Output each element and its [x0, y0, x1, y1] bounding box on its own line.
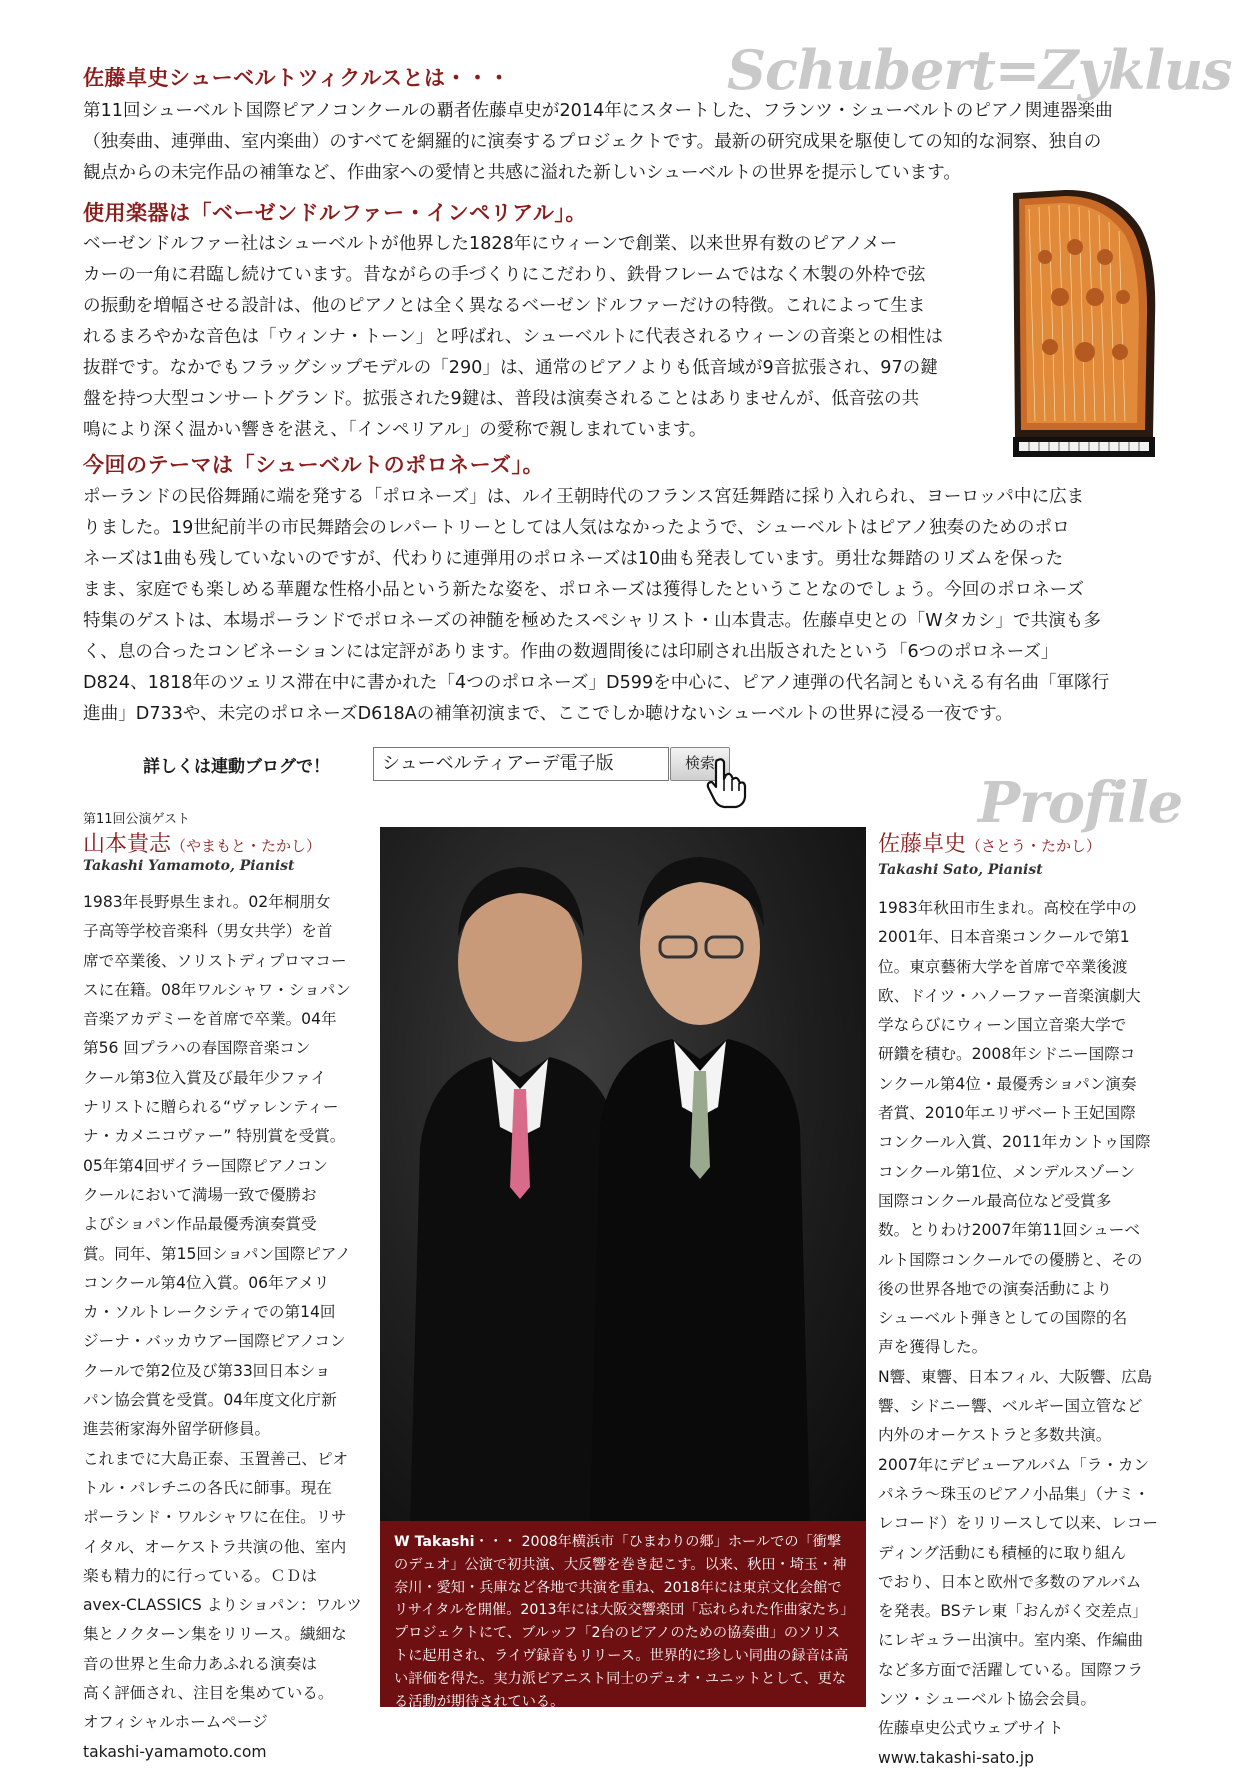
sato-website-link[interactable]: www.takashi-sato.jp: [878, 1748, 1034, 1767]
bio-line: トル・パレチニの各氏に師事。現在: [83, 1478, 332, 1497]
bio-line: 2007年にデビューアルバム「ラ・カン: [878, 1455, 1150, 1474]
section3-body: [83, 482, 1173, 730]
bio-line: ナ・カメニコヴァー” 特別賞を受賞。: [83, 1127, 346, 1146]
bio-line: 進芸術家海外留学研修員。: [83, 1420, 271, 1439]
sato-name: 佐藤卓史: [878, 832, 967, 857]
bio-line: avex-CLASSICS よりショパン：ワルツ: [83, 1596, 362, 1615]
bio-line: イタル、オーケストラ共演の他、室内: [83, 1537, 347, 1556]
bio-line: オフィシャルホームページ: [83, 1713, 268, 1732]
bio-line: にレギュラー出演中。室内楽、作編曲: [878, 1631, 1144, 1650]
section2-body: [83, 229, 1003, 446]
bio-line: など多方面で活躍している。国際フラ: [878, 1660, 1144, 1679]
bio-line: 席で卒業後、ソリストディプロマコー: [83, 951, 347, 970]
text-line: 抜群です。なかでもフラッグシップモデルの「290」は、通常のピアノよりも低音域が9音拡張され、97の鍵: [83, 358, 938, 378]
bio-line: 者賞、2010年エリザベート王妃国際: [878, 1104, 1136, 1123]
search-button[interactable]: 検索: [670, 747, 730, 781]
bio-line: N響、東響、日本フィル、大阪響、広島: [878, 1367, 1153, 1386]
bio-line: 音の世界と生命力あふれる演奏は: [83, 1654, 317, 1673]
guest-reading: （やまもと・たかし）: [171, 837, 322, 855]
blog-label: 詳しくは連動ブログで！: [143, 757, 330, 777]
bio-line: ポーランド・ワルシャワに在住。リサ: [83, 1508, 347, 1527]
bio-line: スに在籍。08年ワルシャワ・ショパン: [83, 980, 351, 999]
piano-photo: [1005, 187, 1162, 465]
bio-line: 集とノクターン集をリリース。繊細な: [83, 1625, 347, 1644]
photo-caption: [380, 1521, 866, 1710]
bio-line: でおり、日本と欧州で多数のアルバム: [878, 1572, 1142, 1591]
bio-line: 第56 回プラハの春国際音楽コン: [83, 1039, 311, 1058]
sato-subtitle: Takashi Sato, Pianist: [878, 862, 1043, 878]
caption-text: ・・・ 2008年横浜市「ひまわりの郷」ホールでの「衝撃のデュオ」公演で初共演、大反響を巻き起こす。以来、秋田・埼玉・神奈川・愛知・兵庫など各地で共演を重ね、2018年には東京文化会館でリサイタルを開催。2013年には大阪交響楽団「忘れられた作曲家たち」プロジェクトにて、ブルッフ「2台のピアノのための協奏曲」のソリストに起用され、ライヴ録音もリリース。世界的に珍しい同曲の録音は高い評価を得た。実力派ピアニスト同士のデュオ・ユニットとして、更なる活動が期待されている。: [394, 1534, 849, 1710]
bio-line: 内外のオーケストラと多数共演。: [878, 1426, 1112, 1445]
blog-search-input[interactable]: シューベルティアーデ電子版: [373, 747, 669, 781]
bio-line: コンクール第1位、メンデルスゾーン: [878, 1162, 1136, 1181]
duo-photo: [380, 827, 866, 1527]
bio-line: 響、シドニー響、ベルギー国立管など: [878, 1397, 1143, 1416]
bio-line: これまでに大島正泰、玉置善己、ピオ: [83, 1449, 349, 1468]
bio-line: 研鑽を積む。2008年シドニー国際コ: [878, 1045, 1136, 1064]
bio-line: ンクール第4位・最優秀ショパン演奏: [878, 1074, 1137, 1093]
bio-line: 後の世界各地での演奏活動により: [878, 1279, 1112, 1298]
bio-line: 1983年秋田市生まれ。高校在学中の: [878, 899, 1137, 917]
bio-line: ジーナ・バッカウアー国際ピアノコン: [83, 1332, 346, 1351]
bio-line: クールにおいて満場一致で優勝お: [83, 1185, 317, 1204]
bio-line: コンクール入賞、2011年カントゥ国際: [878, 1133, 1151, 1152]
schubert-zyklus-watermark: Schubert=Zyklus: [727, 38, 1232, 102]
text-line: の振動を増幅させる設計は、他のピアノとは全く異なるベーゼンドルファーだけの特徴。これによって生ま: [83, 296, 926, 316]
text-line: 第11回シューベルト国際ピアノコンクールの覇者佐藤卓史が2014年にスタートした、フランツ・シューベルトのピアノ関連器楽曲: [83, 101, 1113, 121]
bio-line: 音楽アカデミーを首席で卒業。04年: [83, 1010, 337, 1029]
duo-photo-illustration: [380, 827, 866, 1527]
caption-lead: W Takashi: [394, 1534, 475, 1550]
bio-line: 05年第4回ザイラー国際ピアノコン: [83, 1156, 328, 1175]
bio-line: カ・ソルトレークシティでの第14回: [83, 1303, 336, 1322]
section2-title: 使用楽器は「ベーゼンドルファー・インペリアル」。: [83, 201, 587, 225]
bio-line: ルト国際コンクールでの優勝と、その: [878, 1250, 1143, 1269]
bio-line: 学ならびにウィーン国立音楽大学で: [878, 1016, 1127, 1035]
bio-line: ディング活動にも積極的に取り組ん: [878, 1543, 1126, 1562]
bio-line: 賞。同年、第15回ショパン国際ピアノ: [83, 1244, 351, 1263]
text-line: D824、1818年のツェリス滞在中に書かれた「4つのポロネーズ」D599を中心に、ピアノ連弾の代名詞ともいえる有名曲「軍隊行: [83, 673, 1110, 693]
bio-line: 楽も精力的に行っている。ＣＤは: [83, 1566, 317, 1585]
text-line: 観点からの未完作品の補筆など、作曲家への愛情と共感に溢れた新しいシューベルトの世界を提示しています。: [83, 163, 961, 183]
guest-bio: [83, 888, 378, 1767]
guest-name-heading: [83, 827, 321, 858]
bio-line: 欧、ドイツ・ハノーファー音楽演劇大: [878, 986, 1141, 1005]
bio-line: 1983年長野県生まれ。02年桐朋女: [83, 893, 331, 911]
bio-line: 高く評価され、注目を集めている。: [83, 1684, 334, 1703]
text-line: ポーランドの民俗舞踊に端を発する「ポロネーズ」は、ルイ王朝時代のフランス宮廷舞踏に採り入れられ、ヨーロッパ中に広ま: [83, 487, 1085, 507]
text-line: 盤を持つ大型コンサートグランド。拡張された9鍵は、普段は演奏されることはありませんが、低音弦の共: [83, 389, 920, 409]
guest-website-link[interactable]: takashi-yamamoto.com: [83, 1742, 267, 1761]
section1-title: 佐藤卓史シューベルトツィクルスとは・・・: [83, 66, 511, 90]
bio-line: パネラ〜珠玉のピアノ小品集」（ナミ・: [878, 1484, 1150, 1503]
bio-line: 声を獲得した。: [878, 1338, 988, 1357]
guest-tag: 第11回公演ゲスト: [83, 812, 191, 827]
bio-line: コンクール第4位入賞。06年アメリ: [83, 1273, 330, 1292]
bio-line: 国際コンクール最高位など受賞多: [878, 1191, 1112, 1210]
text-line: ベーゼンドルファー社はシューベルトが他界した1828年にウィーンで創業、以来世界有数のピアノメー: [83, 234, 898, 254]
bio-line: クールで第2位及び第33回日本ショ: [83, 1361, 331, 1380]
hand-cursor-icon: [704, 757, 750, 809]
text-line: ネーズは1曲も残していないのですが、代わりに連弾用のポロネーズは10曲も発表しています。勇壮な舞踏のリズムを保った: [83, 549, 1064, 569]
text-line: りました。19世紀前半の市民舞踏会のレパートリーとしては人気はなかったようで、シューベルトはピアノ独奏のためのポロ: [83, 518, 1070, 538]
bio-line: シューベルト弾きとしての国際的名: [878, 1309, 1128, 1328]
bio-line: 子高等学校音楽科（男女共学）を首: [83, 922, 333, 941]
bio-line: 位。東京藝術大学を首席で卒業後渡: [878, 957, 1128, 976]
guest-subtitle: Takashi Yamamoto, Pianist: [83, 858, 295, 874]
bio-line: クール第3位入賞及び最年少ファイ: [83, 1068, 327, 1087]
text-line: 特集のゲストは、本場ポーランドでポロネーズの神髄を極めたスペシャリスト・山本貴志。佐藤卓史との「Wタカシ」で共演も多: [83, 611, 1101, 631]
bio-line: を発表。BSテレ東「おんがく交差点」: [878, 1602, 1148, 1621]
bio-line: 2001年、日本音楽コンクールで第1: [878, 928, 1130, 947]
sato-name-heading: [878, 827, 1101, 858]
text-line: く、息の合ったコンビネーションには定評があります。作曲の数週間後には印刷され出版されたという「6つのポロネーズ」: [83, 642, 1059, 662]
bio-line: パン協会賞を受賞。04年度文化庁新: [83, 1391, 337, 1410]
bio-line: ナリストに贈られる“ヴァレンティー: [83, 1098, 339, 1117]
guest-name: 山本貴志: [83, 832, 172, 857]
profile-watermark: Profile: [978, 770, 1183, 836]
bio-line: よびショパン作品最優秀演奏賞受: [83, 1215, 317, 1234]
text-line: 鳴により深く温かい響きを湛え、「インペリアル」の愛称で親しまれています。: [83, 420, 707, 440]
section3-title: 今回のテーマは「シューベルトのポロネーズ」。: [83, 453, 545, 477]
text-line: まま、家庭でも楽しめる華麗な性格小品という新たな姿を、ポロネーズは獲得したということなのでしょう。今回のポロネーズ: [83, 580, 1085, 600]
sato-reading: （さとう・たかし）: [966, 837, 1102, 855]
text-line: 進曲」D733や、未完のポロネーズD618Aの補筆初演まで、ここでしか聴けないシューベルトの世界に浸る一夜です。: [83, 704, 1013, 724]
section1-body: [83, 96, 1163, 189]
bio-line: 数。とりわけ2007年第11回シューベ: [878, 1221, 1140, 1240]
bio-line: 佐藤卓史公式ウェブサイト: [878, 1719, 1064, 1738]
text-line: れるまろやかな音色は「ウィンナ・トーン」と呼ばれ、シューベルトに代表されるウィーンの音楽との相性は: [83, 327, 943, 347]
text-line: カーの一角に君臨し続けています。昔ながらの手づくりにこだわり、鉄骨フレームではなく木製の外枠で弦: [83, 265, 926, 285]
bio-line: ンツ・シューベルト協会会員。: [878, 1690, 1097, 1709]
text-line: （独奏曲、連弾曲、室内楽曲）のすべてを網羅的に演奏するプロジェクトです。最新の研究成果を駆使しての知的な洞察、独自の: [83, 132, 1102, 152]
bio-line: レコード）をリリースして以来、レコー: [878, 1514, 1158, 1533]
sato-bio: [878, 894, 1178, 1773]
